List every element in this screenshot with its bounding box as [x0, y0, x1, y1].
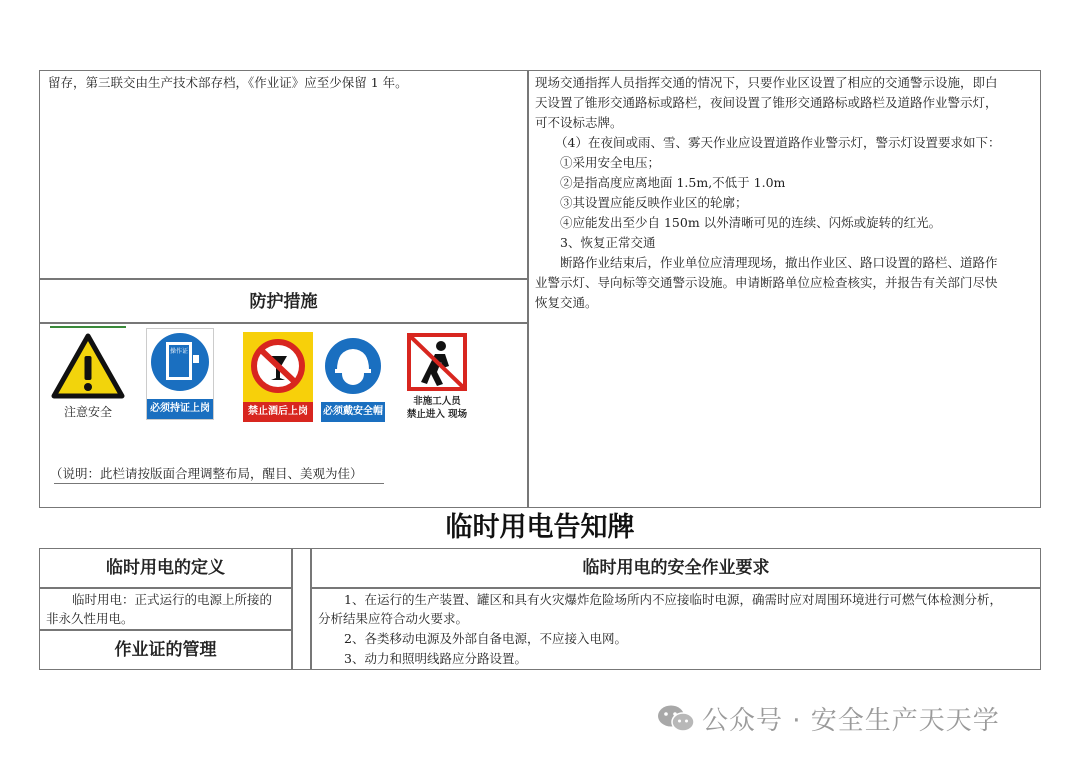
right-line-3: （4）在夜间或雨、雪、雾天作业应设置道路作业警示灯，警示灯设置要求如下：	[555, 135, 1001, 150]
requirements-header: 临时用电的安全作业要求	[582, 558, 770, 578]
note-underline	[54, 483, 384, 484]
requirement-line-1: 分析结果应符合动火要求。	[318, 611, 469, 626]
watermark	[656, 700, 1000, 737]
right-line-0: 现场交通指挥人员指挥交通的情况下，只要作业区设置了相应的交通警示设施，即白	[535, 75, 998, 90]
definition-line-1: 非永久性用电。	[46, 611, 134, 626]
sign-no-entry-label-2: 禁止进入 现场	[406, 409, 468, 420]
left-upper-text: 留存，第三联交由生产技术部存档，《作业证》应至少保留 1 年。	[48, 75, 408, 90]
sign-no-alcohol-label: 禁止酒后上岗	[243, 402, 313, 422]
right-line-11: 恢复交通。	[535, 295, 598, 310]
requirement-line-3: 3、动力和照明线路应分路设置。	[344, 651, 527, 666]
layout-note: （说明：此栏请按版面合理调整布局，醒目、美观为佳）	[50, 466, 363, 481]
definition-body-cell	[39, 588, 292, 630]
right-line-4: ①采用安全电压；	[560, 155, 661, 170]
requirement-line-2: 2、各类移动电源及外部自备电源，不应接入电网。	[344, 631, 627, 646]
sign-certificate	[146, 328, 214, 420]
right-line-6: ③其设置应能反映作业区的轮廓；	[560, 195, 748, 210]
helmet-required-icon	[321, 332, 385, 400]
right-line-1: 天设置了锥形交通路标或路栏，夜间设置了锥形交通路标或路栏及道路作业警示灯，	[535, 95, 998, 110]
sign-certificate-label: 必须持证上岗	[147, 399, 213, 419]
spacer-column	[292, 548, 311, 670]
right-line-5: ②是指高度应离地面 1.5m,不低于 1.0m	[560, 175, 786, 190]
section-title: 临时用电告知牌	[445, 512, 635, 543]
management-header-cell	[39, 630, 292, 670]
requirements-header-cell	[311, 548, 1041, 588]
no-entry-person-icon	[397, 332, 477, 392]
sign-no-entry	[397, 332, 477, 424]
right-line-7: ④应能发出至少自 150m 以外清晰可见的连续、闪烁或旋转的红光。	[560, 215, 942, 230]
sign-caution-label: 注意安全	[63, 405, 112, 419]
sign-no-entry-label-1: 非施工人员	[413, 396, 461, 407]
requirements-body-cell	[311, 588, 1041, 670]
decorative-line	[50, 326, 126, 328]
protection-measures-header: 防护措施	[249, 292, 318, 312]
definition-header-cell	[39, 548, 292, 588]
definition-line-0: 临时用电：正式运行的电源上所接的	[72, 592, 273, 607]
sign-caution	[50, 332, 126, 424]
sign-no-alcohol	[243, 332, 313, 422]
right-line-9: 断路作业结束后，作业单位应清理现场，撤出作业区、路口设置的路栏、道路作	[560, 255, 998, 270]
top-right-cell	[528, 70, 1041, 508]
right-line-2: 可不设标志牌。	[535, 115, 623, 130]
signs-cell	[39, 323, 528, 508]
sign-helmet	[321, 332, 385, 422]
requirement-line-0: 1、在运行的生产装置、罐区和具有火灾爆炸危险场所内不应接临时电源，确需时应对周围环境进行可燃气体检测分析，	[344, 592, 1002, 607]
warning-triangle-icon	[50, 332, 126, 402]
watermark-text: 公众号 · 安全生产天天学	[702, 706, 1000, 736]
definition-header: 临时用电的定义	[106, 558, 225, 578]
wechat-icon	[656, 703, 696, 733]
protection-measures-header-cell	[39, 279, 528, 323]
certificate-inner-text: 操作证	[169, 348, 189, 355]
no-alcohol-icon	[243, 332, 313, 400]
right-line-10: 业警示灯、导向标等交通警示设施。申请断路单位应检查核实，并报告有关部门尽快	[535, 275, 998, 290]
sign-helmet-label: 必须戴安全帽	[321, 402, 385, 422]
certificate-required-icon	[147, 329, 213, 395]
top-left-upper-cell	[39, 70, 528, 279]
right-line-8: 3、恢复正常交通	[560, 235, 656, 250]
management-header: 作业证的管理	[114, 640, 217, 660]
